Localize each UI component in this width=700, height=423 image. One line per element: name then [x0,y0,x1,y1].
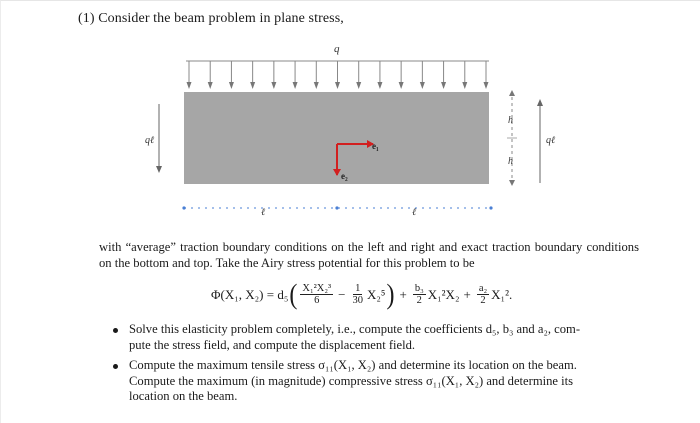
term-3: X₁²X₂ [427,286,460,302]
ell-right-label: ℓ [412,207,417,218]
left-force-label: qℓ [145,135,155,146]
task-1-line-1: Solve this elasticity problem completely, i.e., compute the coefficients d₅, b₃ and a₂, com- [129,322,581,336]
load-arrowhead [293,82,298,89]
h-bottom-label: h [508,156,513,167]
plus-sign-2: + [463,286,471,302]
bullet-dot [113,364,118,369]
load-arrowhead [314,82,319,89]
load-arrowhead [229,82,234,89]
term-2: X₂⁵ [367,286,386,302]
task-2-line-1: Compute the maximum tensile stress σ₁₁(X₁, X₂) and determine its location on the beam. [129,358,577,372]
fraction-1-denominator: 6 [314,295,320,306]
equation-lhs: Φ(X₁, X₂) = d₅ [211,286,289,302]
fraction-2-numerator: 1 [355,283,361,294]
load-arrowhead [377,82,382,89]
beam-figure [1,1,700,236]
fraction-4 [477,283,489,306]
fraction-1 [300,283,333,306]
fraction-3-numerator: b₃ [414,283,424,294]
fraction-1-numerator: X₁²X₂³ [302,283,332,294]
task-item-solve [113,322,637,353]
task-item-max-stress [113,358,637,405]
load-arrowhead [420,82,425,89]
ell-left-label: ℓ [261,207,266,218]
load-arrowhead [335,82,340,89]
left-paren: ( [289,278,298,311]
load-arrowhead [462,82,467,89]
right-paren: ) [386,278,395,311]
distributed-load [186,61,489,89]
load-arrowhead [187,82,192,89]
fraction-3-denominator: 2 [416,295,422,306]
term-4: X₁². [491,286,513,302]
problem-heading: (1) Consider the beam problem in plane stress, [78,11,344,26]
load-arrowhead [250,82,255,89]
task-list [113,322,637,410]
height-dimension [507,90,517,186]
e2-label: e₂ [341,171,348,181]
length-dimension [182,206,492,209]
load-arrowhead [484,82,489,89]
e1-label: e₁ [372,141,379,151]
right-force-label: qℓ [546,135,556,146]
right-shear-force [537,99,543,183]
minus-sign: − [338,286,346,302]
fraction-2-denominator: 30 [352,295,364,306]
load-arrowhead [356,82,361,89]
task-2-line-3: location on the beam. [129,389,238,403]
load-arrows [187,61,489,89]
fraction-4-denominator: 2 [480,295,486,306]
load-label: q [334,43,340,55]
left-shear-force [156,104,162,173]
plus-sign-1: + [399,286,407,302]
load-arrowhead [399,82,404,89]
fraction-3 [413,283,426,306]
fraction-4-numerator: a₂ [478,283,488,294]
airy-stress-equation [211,278,513,311]
fraction-2 [351,283,366,306]
load-arrowhead [271,82,276,89]
h-top-label: h [508,115,513,126]
task-2-line-2: Compute the maximum (in magnitude) compressive stress σ₁₁(X₁, X₂) and determine its [129,373,574,388]
load-arrowhead [441,82,446,89]
task-1-line-2: pute the stress field, and compute the displacement field. [129,337,416,352]
bullet-dot [113,328,118,333]
problem-description: with “average” traction boundary conditions on the left and right and exact traction boundary conditions on the bottom and top. Take the Airy stress potential for this problem to be [99,240,639,270]
load-arrowhead [208,82,213,89]
